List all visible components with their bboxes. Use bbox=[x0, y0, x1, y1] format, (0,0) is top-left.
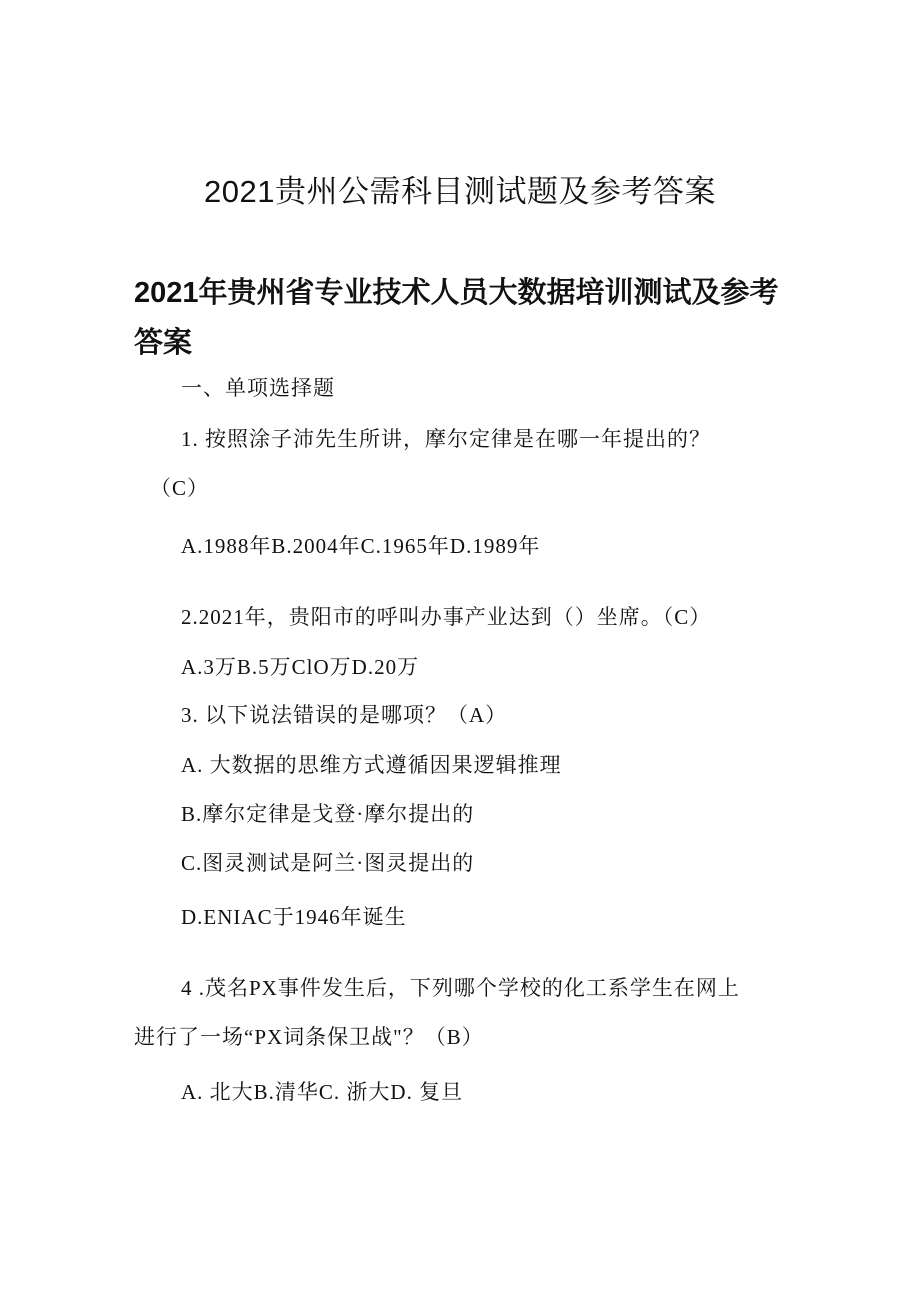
question-1-options: A.1988年B.2004年C.1965年D.1989年 bbox=[181, 534, 541, 558]
question-3-stem: 3. 以下说法错误的是哪项？（A） bbox=[181, 703, 508, 727]
section-title: 2021年贵州省专业技术人员大数据培训测试及参考答案 bbox=[134, 277, 779, 359]
document-title: 2021贵州公需科目测试题及参考答案 bbox=[204, 174, 716, 209]
question-3-option-b: B.摩尔定律是戈登·摩尔提出的 bbox=[181, 802, 475, 826]
question-3-option-c: C.图灵测试是阿兰·图灵提出的 bbox=[181, 851, 475, 875]
part-heading: 一、单项选择题 bbox=[181, 376, 335, 400]
question-4-stem-continued: 进行了一场“PX词条保卫战"？（B） bbox=[134, 1025, 484, 1049]
question-3-option-d: D.ENIAC于1946年诞生 bbox=[181, 905, 407, 929]
question-2-options: A.3万B.5万ClO万D.20万 bbox=[181, 655, 420, 679]
question-3-option-a: A. 大数据的思维方式遵循因果逻辑推理 bbox=[181, 753, 562, 777]
question-1-stem: 1. 按照涂子沛先生所讲，摩尔定律是在哪一年提出的？ bbox=[181, 427, 711, 451]
question-2-stem: 2.2021年，贵阳市的呼叫办事产业达到（）坐席。（C） bbox=[181, 605, 712, 629]
question-4-stem: 4 .茂名PX事件发生后，下列哪个学校的化工系学生在网上 bbox=[181, 976, 740, 1000]
question-1-answer: （C） bbox=[150, 476, 210, 500]
question-4-options: A. 北大B.清华C. 浙大D. 复旦 bbox=[181, 1080, 464, 1104]
